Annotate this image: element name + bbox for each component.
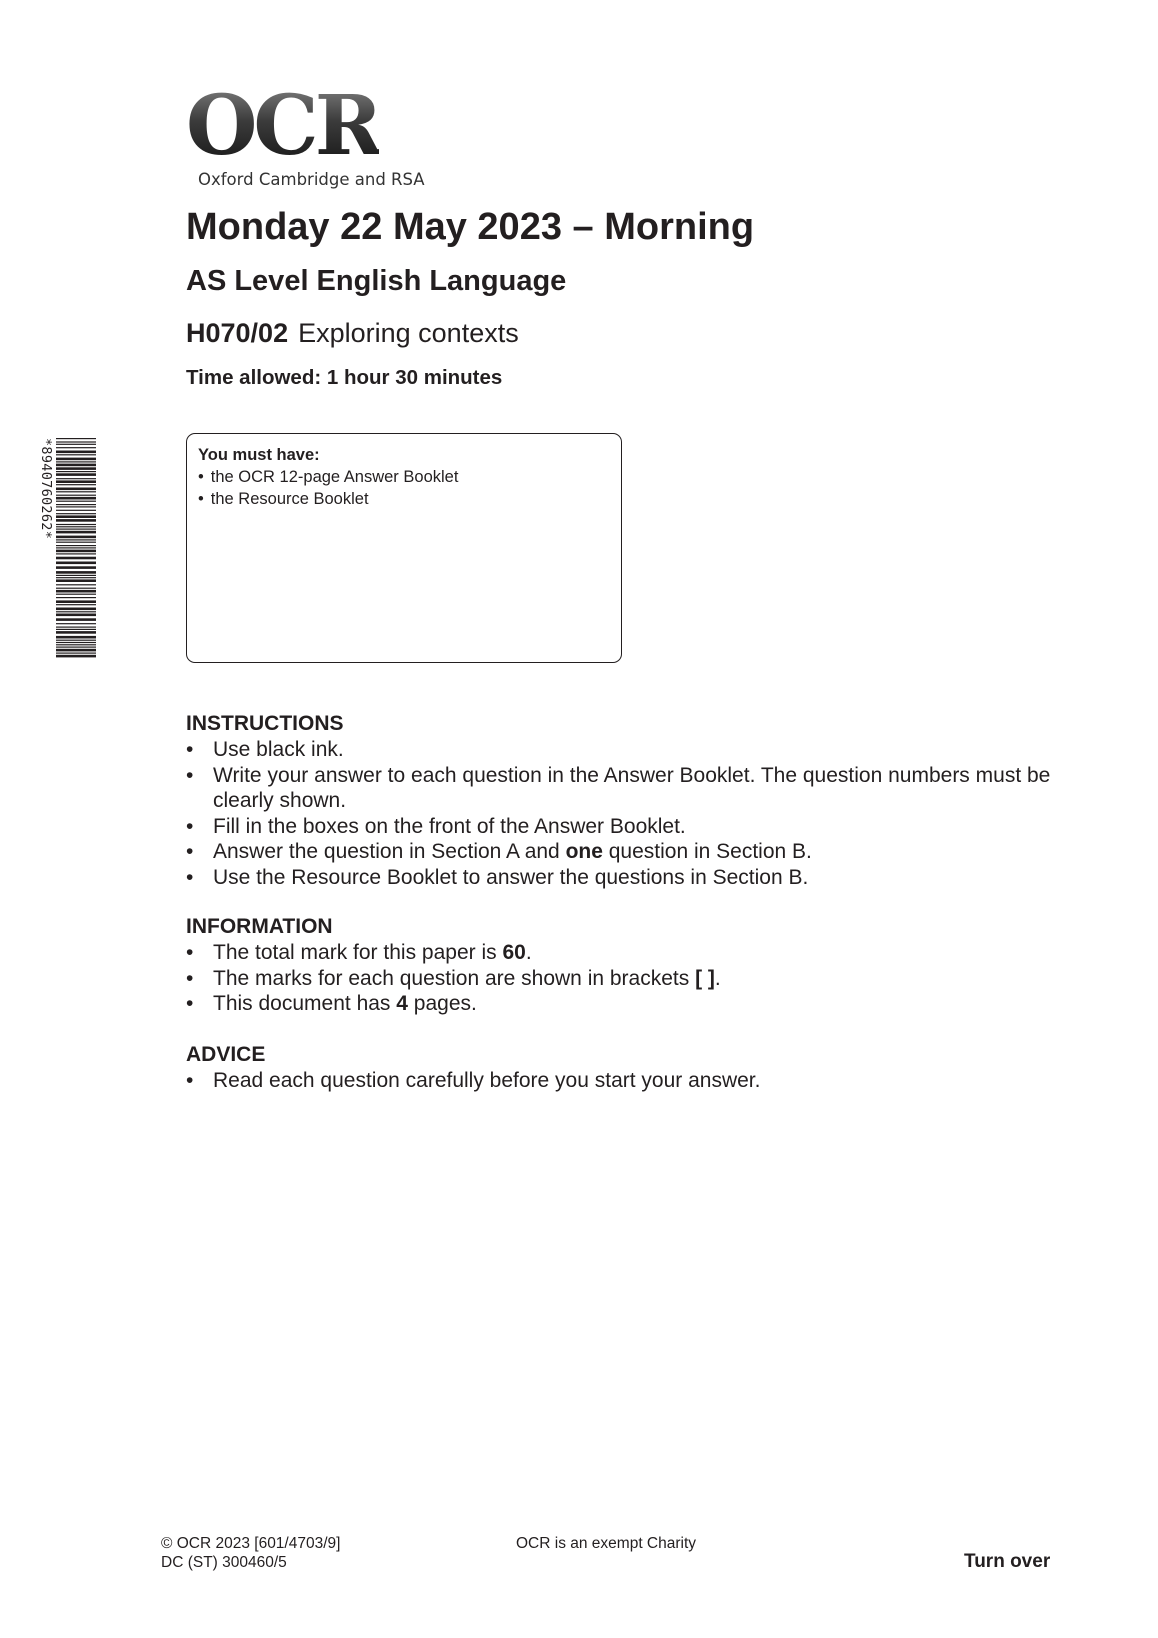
must-have-box bbox=[186, 433, 622, 663]
must-have-heading: You must have: bbox=[198, 446, 320, 464]
must-have-item: • the OCR 12-page Answer Booklet bbox=[198, 466, 610, 488]
barcode bbox=[38, 438, 96, 660]
instructions-heading: INSTRUCTIONS bbox=[186, 712, 344, 735]
exam-date-title: Monday 22 May 2023 – Morning bbox=[186, 206, 755, 248]
information-section bbox=[186, 914, 1066, 1017]
barcode-text: *8940760262* bbox=[38, 438, 54, 540]
must-have-item: • the Resource Booklet bbox=[198, 488, 610, 510]
instruction-item: • Use the Resource Booklet to answer the questions in Section B. bbox=[186, 865, 1066, 891]
time-allowed: Time allowed: 1 hour 30 minutes bbox=[186, 366, 503, 389]
document-code: DC (ST) 300460/5 bbox=[161, 1554, 287, 1571]
advice-heading: ADVICE bbox=[186, 1043, 266, 1066]
instructions-section bbox=[186, 711, 1066, 890]
turn-over-label: Turn over bbox=[964, 1551, 1051, 1572]
instruction-item: • Use black ink. bbox=[186, 737, 1066, 763]
instruction-item: • Fill in the boxes on the front of the Answer Booklet. bbox=[186, 814, 1066, 840]
information-item: • The marks for each question are shown in brackets [ ]. bbox=[186, 966, 1066, 992]
information-item: • This document has 4 pages. bbox=[186, 991, 1066, 1017]
paper-title: Exploring contexts bbox=[298, 318, 519, 348]
ocr-logo bbox=[186, 78, 448, 192]
barcode-bars bbox=[56, 438, 96, 660]
paper-line bbox=[186, 318, 519, 349]
copyright-text: © OCR 2023 [601/4703/9] bbox=[161, 1535, 341, 1552]
paper-code: H070/02 bbox=[186, 318, 289, 348]
advice-section bbox=[186, 1042, 1066, 1094]
information-heading: INFORMATION bbox=[186, 915, 333, 938]
footer-copyright bbox=[161, 1534, 340, 1572]
instruction-item: • Write your answer to each question in the Answer Booklet. The question numbers must be clearly shown. bbox=[186, 763, 1066, 814]
advice-item: • Read each question carefully before you start your answer. bbox=[186, 1068, 1066, 1094]
instruction-item: • Answer the question in Section A and one question in Section B. bbox=[186, 839, 1066, 865]
logo-wordmark: OCR bbox=[186, 78, 379, 174]
qualification-title: AS Level English Language bbox=[186, 265, 567, 297]
logo-subtitle: Oxford Cambridge and RSA bbox=[198, 170, 425, 189]
charity-note: OCR is an exempt Charity bbox=[516, 1535, 697, 1552]
information-item: • The total mark for this paper is 60. bbox=[186, 940, 1066, 966]
